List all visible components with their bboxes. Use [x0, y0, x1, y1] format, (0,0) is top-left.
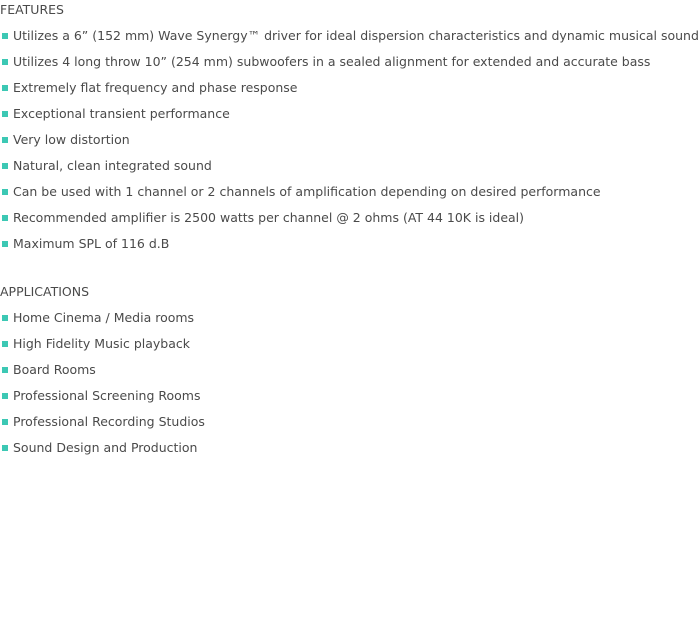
list-item: [0, 308, 205, 334]
square-bullet-icon: [2, 445, 8, 451]
list-item-text: Natural, clean integrated sound: [13, 158, 212, 173]
square-bullet-icon: [2, 163, 8, 169]
list-item-text: Board Rooms: [13, 362, 96, 377]
square-bullet-icon: [2, 367, 8, 373]
list-item: [0, 26, 699, 52]
square-bullet-icon: [2, 241, 8, 247]
list-item: [0, 130, 699, 156]
list-item: [0, 78, 699, 104]
applications-list: [0, 308, 205, 464]
square-bullet-icon: [2, 33, 8, 39]
square-bullet-icon: [2, 315, 8, 321]
square-bullet-icon: [2, 85, 8, 91]
list-item: [0, 156, 699, 182]
features-list: [0, 26, 699, 260]
square-bullet-icon: [2, 393, 8, 399]
applications-section: [0, 282, 205, 464]
list-item-text: Extremely flat frequency and phase response: [13, 80, 298, 95]
list-item: [0, 208, 699, 234]
square-bullet-icon: [2, 419, 8, 425]
list-item: [0, 334, 205, 360]
list-item: [0, 438, 205, 464]
list-item-text: Utilizes 4 long throw 10” (254 mm) subwoofers in a sealed alignment for extended and accurate bass: [13, 54, 651, 69]
square-bullet-icon: [2, 59, 8, 65]
square-bullet-icon: [2, 215, 8, 221]
square-bullet-icon: [2, 189, 8, 195]
list-item: [0, 386, 205, 412]
list-item: [0, 412, 205, 438]
applications-heading: APPLICATIONS: [0, 284, 90, 299]
square-bullet-icon: [2, 111, 8, 117]
features-section: [0, 0, 699, 260]
list-item-text: Very low distortion: [13, 132, 130, 147]
list-item: [0, 182, 699, 208]
list-item-text: Maximum SPL of 116 d.B: [13, 236, 170, 251]
list-item-text: Professional Recording Studios: [13, 414, 205, 429]
list-item: [0, 52, 699, 78]
list-item-text: Professional Screening Rooms: [13, 388, 201, 403]
list-item-text: Can be used with 1 channel or 2 channels of amplification depending on desired performance: [13, 184, 601, 199]
square-bullet-icon: [2, 137, 8, 143]
features-heading: FEATURES: [0, 2, 64, 17]
list-item-text: Recommended amplifier is 2500 watts per channel @ 2 ohms (AT 44 10K is ideal): [13, 210, 525, 225]
list-item: [0, 104, 699, 130]
list-item-text: Home Cinema / Media rooms: [13, 310, 195, 325]
list-item-text: Exceptional transient performance: [13, 106, 230, 121]
list-item: [0, 360, 205, 386]
list-item-text: High Fidelity Music playback: [13, 336, 191, 351]
list-item: [0, 234, 699, 260]
list-item-text: Utilizes a 6” (152 mm) Wave Synergy™ driver for ideal dispersion characteristics and dynamic musical sound: [13, 28, 699, 43]
list-item-text: Sound Design and Production: [13, 440, 198, 455]
square-bullet-icon: [2, 341, 8, 347]
